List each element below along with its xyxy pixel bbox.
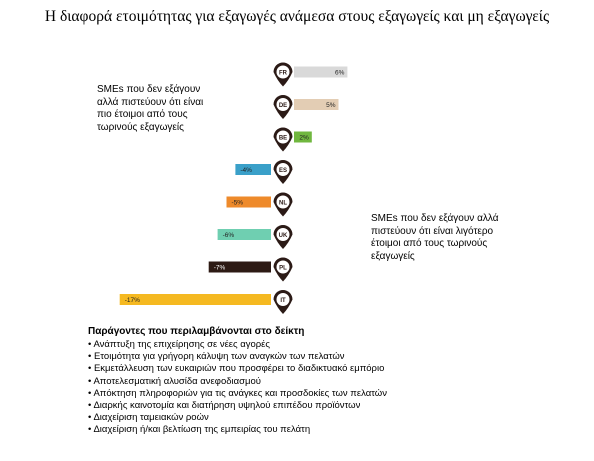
country-code-nl: NL [279,200,287,207]
annotation-less-ready: SMEs που δεν εξάγουν αλλά πιστεύουν ότι είναι λιγότερο έτοιμοι από τους τωρινούς εξαγωγείς [371,213,499,262]
data-label-fr: 6% [334,69,345,77]
factors-box [88,325,488,437]
country-code-pl: PL [279,265,287,272]
factor-item: • Ετοιμότητα για γρήγορη κάλυψη των αναγκών των πελατών [88,351,488,363]
factor-item: • Απόκτηση πληροφοριών για τις ανάγκες και προσδοκίες των πελατών [88,388,488,400]
country-code-be: BE [278,135,288,142]
data-label-nl: -5% [231,199,244,207]
data-label-uk: -6% [222,232,235,239]
data-label-pl: -7% [213,264,226,272]
factors-title: Παράγοντες που περιλαμβάνονται στο δείκτη [88,326,305,337]
factor-item: • Διαρκής καινοτομία και διατήρηση υψηλού επιπέδου προϊόντων [88,400,488,412]
bar-it [120,294,271,305]
country-code-es: ES [278,167,288,174]
chart-title: Η διαφορά ετοιμότητας για εξαγωγές ανάμεσα στους εξαγωγείς και μη εξαγωγείς [44,8,550,25]
annotation-more-ready: SMEs που δεν εξάγουν αλλά πιστεύουν ότι είναι πιο έτοιμοι από τους τωρινούς εξαγωγείς [97,84,204,133]
country-code-it: IT [280,297,286,304]
factor-item: • Διαχείριση ή/και βελτίωση της εμπειρίας του πελάτη [88,424,488,436]
factors-list [88,339,488,437]
factor-item: • Αποτελεσματική αλυσίδα ανεφοδιασμού [88,376,488,388]
factor-item: • Ανάπτυξη της επιχείρησης σε νέες αγορές [88,339,488,351]
factor-item: • Εκμετάλλευση των ευκαιριών που προσφέρει το διαδικτυακό εμπόριο [88,363,488,375]
country-code-fr: FR [279,70,287,77]
country-code-de: DE [278,102,288,109]
country-code-uk: UK [278,232,288,239]
data-label-es: -4% [240,167,252,174]
factor-item: • Διαχείριση ταμειακών ροών [88,412,488,424]
data-label-be: 2% [299,134,309,142]
data-label-it: -17% [124,297,140,304]
data-label-de: 5% [326,102,336,109]
